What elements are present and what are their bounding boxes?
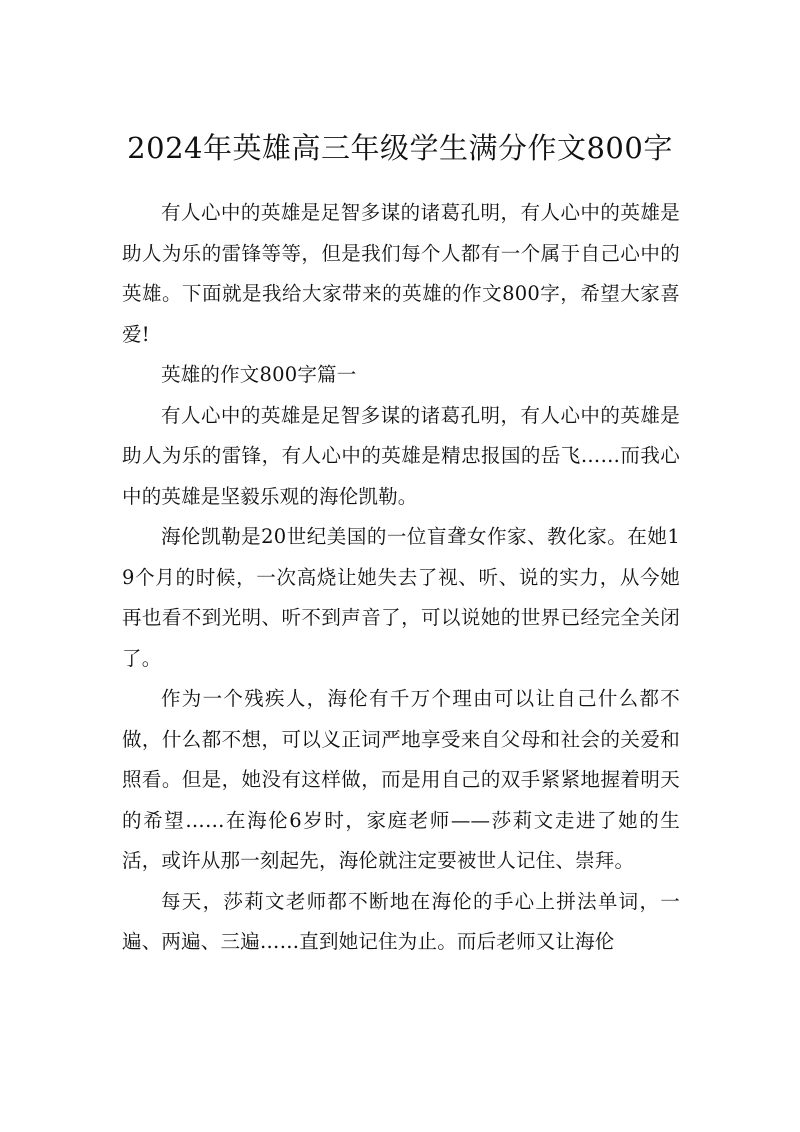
paragraph-disability: 作为一个残疾人，海伦有千万个理由可以让自己什么都不做，什么都不想，可以义正词严地享受来自父母和社会的关爱和照看。但是，她没有这样做，而是用自己的双手紧紧地握着明天的希望……在海伦6岁时，家庭老师——莎莉文走进了她的生活，或许从那一刻起先，海伦就注定要被世人记住、崇拜。 bbox=[122, 687, 680, 872]
paragraph-helen-keller: 海伦凯勒是20世纪美国的一位盲聋女作家、教化家。在她19个月的时候，一次高烧让她失去了视、听、说的实力，从今她再也看不到光明、听不到声音了，可以说她的世界已经完全关闭了。 bbox=[122, 525, 680, 670]
document-title: 2024年英雄高三年级学生满分作文800字 bbox=[127, 131, 673, 165]
paragraph-intro: 有人心中的英雄是足智多谋的诸葛孔明，有人心中的英雄是助人为乐的雷锋等等，但是我们每个人都有一个属于自己心中的英雄。下面就是我给大家带来的英雄的作文800字，希望大家喜爱! bbox=[122, 201, 680, 346]
paragraph-sullivan: 每天，莎莉文老师都不断地在海伦的手心上拼法单词，一遍、两遍、三遍……直到她记住为止。而后老师又让海伦 bbox=[122, 889, 680, 953]
document-body bbox=[122, 193, 680, 963]
paragraph-heroes: 有人心中的英雄是足智多谋的诸葛孔明，有人心中的英雄是助人为乐的雷锋，有人心中的英雄是精忠报国的岳飞……而我心中的英雄是坚毅乐观的海伦凯勒。 bbox=[122, 403, 680, 508]
section-heading: 英雄的作文800字篇一 bbox=[161, 363, 357, 386]
